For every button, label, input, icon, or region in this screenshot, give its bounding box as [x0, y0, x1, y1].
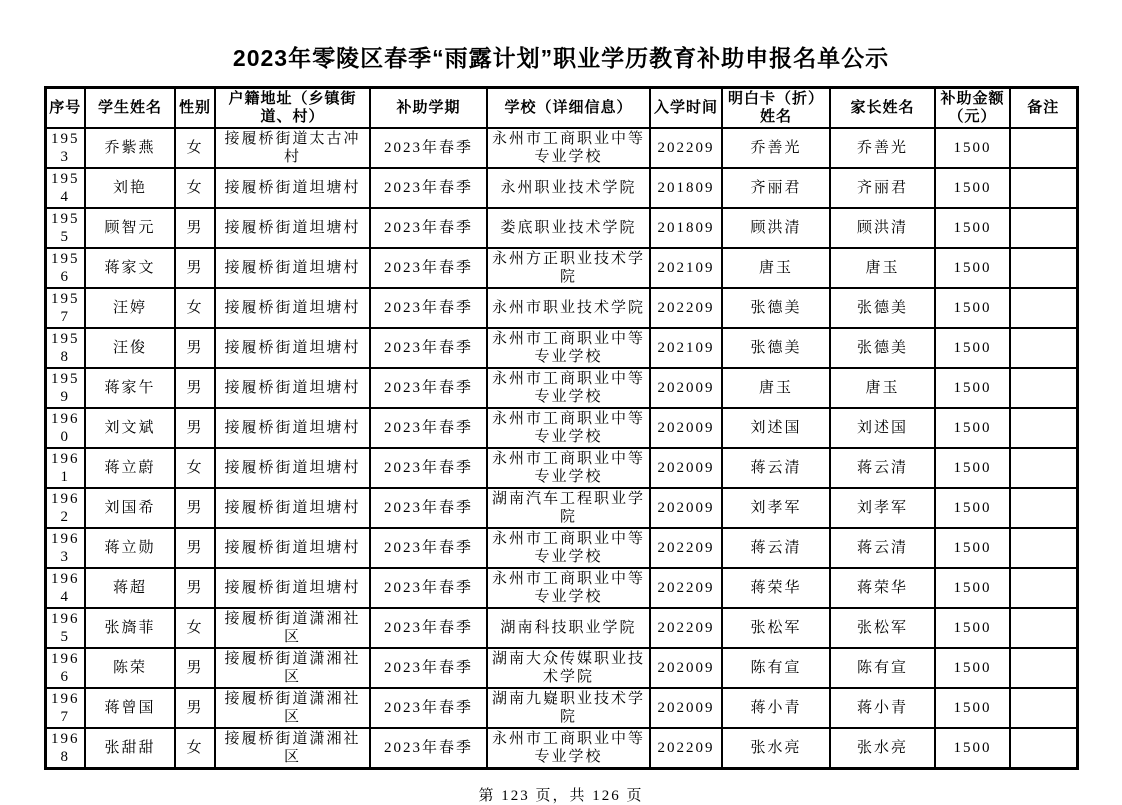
- table-row: [45, 488, 1077, 528]
- cell-address: 接履桥街道坦塘村: [215, 328, 370, 368]
- cell-school: 湖南大众传媒职业技术学院: [487, 648, 650, 688]
- cell-school: 永州市职业技术学院: [487, 288, 650, 328]
- cell-semester: 2023年春季: [370, 648, 487, 688]
- cell-address: 接履桥街道坦塘村: [215, 568, 370, 608]
- cell-remark: [1010, 688, 1077, 728]
- cell-gender: 男: [175, 368, 215, 408]
- cell-card: 刘孝军: [722, 488, 830, 528]
- cell-amount: 1500: [935, 488, 1010, 528]
- cell-parent: 张德美: [830, 288, 935, 328]
- cell-remark: [1010, 528, 1077, 568]
- cell-name: 刘艳: [85, 168, 175, 208]
- cell-name: 汪婷: [85, 288, 175, 328]
- cell-address: 接履桥街道坦塘村: [215, 248, 370, 288]
- table-body: [45, 128, 1077, 769]
- cell-parent: 蒋小青: [830, 688, 935, 728]
- cell-seq: 1961: [45, 448, 85, 488]
- cell-amount: 1500: [935, 688, 1010, 728]
- table-header: [45, 88, 1077, 129]
- cell-parent: 刘孝军: [830, 488, 935, 528]
- cell-name: 刘文斌: [85, 408, 175, 448]
- cell-remark: [1010, 128, 1077, 168]
- cell-parent: 齐丽君: [830, 168, 935, 208]
- cell-gender: 女: [175, 128, 215, 168]
- table-row: [45, 528, 1077, 568]
- cell-gender: 男: [175, 248, 215, 288]
- cell-remark: [1010, 408, 1077, 448]
- cell-amount: 1500: [935, 728, 1010, 769]
- cell-card: 蒋荣华: [722, 568, 830, 608]
- cell-name: 蒋曾国: [85, 688, 175, 728]
- cell-remark: [1010, 488, 1077, 528]
- cell-semester: 2023年春季: [370, 688, 487, 728]
- cell-semester: 2023年春季: [370, 128, 487, 168]
- cell-amount: 1500: [935, 448, 1010, 488]
- cell-name: 刘国希: [85, 488, 175, 528]
- cell-semester: 2023年春季: [370, 728, 487, 769]
- cell-gender: 女: [175, 288, 215, 328]
- cell-gender: 男: [175, 688, 215, 728]
- cell-school: 湖南九嶷职业技术学院: [487, 688, 650, 728]
- cell-address: 接履桥街道坦塘村: [215, 488, 370, 528]
- column-header-gender: 性别: [175, 88, 215, 129]
- column-header-card: 明白卡（折）姓名: [722, 88, 830, 129]
- cell-card: 刘述国: [722, 408, 830, 448]
- cell-address: 接履桥街道潇湘社区: [215, 688, 370, 728]
- cell-address: 接履桥街道坦塘村: [215, 368, 370, 408]
- cell-seq: 1966: [45, 648, 85, 688]
- cell-seq: 1967: [45, 688, 85, 728]
- cell-enroll: 201809: [650, 168, 722, 208]
- cell-name: 蒋家文: [85, 248, 175, 288]
- cell-remark: [1010, 728, 1077, 769]
- cell-semester: 2023年春季: [370, 288, 487, 328]
- cell-remark: [1010, 608, 1077, 648]
- column-header-semester: 补助学期: [370, 88, 487, 129]
- cell-seq: 1957: [45, 288, 85, 328]
- cell-school: 永州市工商职业中等专业学校: [487, 448, 650, 488]
- cell-remark: [1010, 328, 1077, 368]
- cell-parent: 张松军: [830, 608, 935, 648]
- cell-address: 接履桥街道坦塘村: [215, 208, 370, 248]
- cell-name: 汪俊: [85, 328, 175, 368]
- cell-gender: 男: [175, 488, 215, 528]
- cell-semester: 2023年春季: [370, 168, 487, 208]
- cell-address: 接履桥街道太古冲村: [215, 128, 370, 168]
- cell-remark: [1010, 368, 1077, 408]
- table-row: [45, 368, 1077, 408]
- cell-parent: 张德美: [830, 328, 935, 368]
- cell-gender: 男: [175, 648, 215, 688]
- cell-amount: 1500: [935, 168, 1010, 208]
- cell-amount: 1500: [935, 288, 1010, 328]
- cell-school: 永州市工商职业中等专业学校: [487, 368, 650, 408]
- cell-address: 接履桥街道坦塘村: [215, 168, 370, 208]
- cell-seq: 1968: [45, 728, 85, 769]
- column-header-school: 学校（详细信息）: [487, 88, 650, 129]
- column-header-seq: 序号: [45, 88, 85, 129]
- cell-remark: [1010, 288, 1077, 328]
- cell-card: 顾洪清: [722, 208, 830, 248]
- cell-gender: 女: [175, 168, 215, 208]
- cell-parent: 乔善光: [830, 128, 935, 168]
- cell-amount: 1500: [935, 128, 1010, 168]
- cell-seq: 1963: [45, 528, 85, 568]
- table-row: [45, 208, 1077, 248]
- cell-remark: [1010, 208, 1077, 248]
- cell-name: 蒋超: [85, 568, 175, 608]
- cell-school: 永州职业技术学院: [487, 168, 650, 208]
- cell-enroll: 202209: [650, 728, 722, 769]
- cell-remark: [1010, 168, 1077, 208]
- cell-seq: 1960: [45, 408, 85, 448]
- cell-parent: 唐玉: [830, 248, 935, 288]
- cell-parent: 蒋荣华: [830, 568, 935, 608]
- cell-card: 乔善光: [722, 128, 830, 168]
- table-row: [45, 448, 1077, 488]
- table-row: [45, 408, 1077, 448]
- cell-card: 蒋云清: [722, 528, 830, 568]
- cell-semester: 2023年春季: [370, 608, 487, 648]
- cell-enroll: 202209: [650, 528, 722, 568]
- cell-seq: 1956: [45, 248, 85, 288]
- cell-name: 张甜甜: [85, 728, 175, 769]
- cell-address: 接履桥街道坦塘村: [215, 528, 370, 568]
- cell-enroll: 202209: [650, 128, 722, 168]
- cell-address: 接履桥街道坦塘村: [215, 408, 370, 448]
- cell-name: 蒋家午: [85, 368, 175, 408]
- cell-semester: 2023年春季: [370, 208, 487, 248]
- cell-gender: 女: [175, 448, 215, 488]
- cell-gender: 女: [175, 728, 215, 769]
- cell-school: 永州市工商职业中等专业学校: [487, 328, 650, 368]
- column-header-enroll: 入学时间: [650, 88, 722, 129]
- cell-name: 顾智元: [85, 208, 175, 248]
- cell-amount: 1500: [935, 328, 1010, 368]
- cell-card: 张松军: [722, 608, 830, 648]
- cell-parent: 刘述国: [830, 408, 935, 448]
- column-header-remark: 备注: [1010, 88, 1077, 129]
- cell-gender: 男: [175, 328, 215, 368]
- table-row: [45, 248, 1077, 288]
- table-row: [45, 328, 1077, 368]
- cell-address: 接履桥街道潇湘社区: [215, 728, 370, 769]
- cell-amount: 1500: [935, 248, 1010, 288]
- cell-enroll: 202009: [650, 408, 722, 448]
- column-header-name: 学生姓名: [85, 88, 175, 129]
- cell-remark: [1010, 448, 1077, 488]
- cell-semester: 2023年春季: [370, 328, 487, 368]
- cell-address: 接履桥街道潇湘社区: [215, 608, 370, 648]
- cell-semester: 2023年春季: [370, 528, 487, 568]
- cell-school: 永州市工商职业中等专业学校: [487, 728, 650, 769]
- cell-parent: 陈有宣: [830, 648, 935, 688]
- cell-seq: 1955: [45, 208, 85, 248]
- cell-name: 蒋立勋: [85, 528, 175, 568]
- column-header-parent: 家长姓名: [830, 88, 935, 129]
- cell-address: 接履桥街道坦塘村: [215, 288, 370, 328]
- cell-parent: 张水亮: [830, 728, 935, 769]
- cell-name: 蒋立蔚: [85, 448, 175, 488]
- table-row: [45, 288, 1077, 328]
- cell-enroll: 202009: [650, 488, 722, 528]
- cell-card: 唐玉: [722, 368, 830, 408]
- cell-amount: 1500: [935, 368, 1010, 408]
- table-row: [45, 648, 1077, 688]
- cell-name: 陈荣: [85, 648, 175, 688]
- page-title: 2023年零陵区春季“雨露计划”职业学历教育补助申报名单公示: [232, 45, 890, 71]
- cell-card: 蒋小青: [722, 688, 830, 728]
- cell-card: 张水亮: [722, 728, 830, 769]
- cell-address: 接履桥街道潇湘社区: [215, 648, 370, 688]
- cell-card: 陈有宣: [722, 648, 830, 688]
- cell-gender: 男: [175, 208, 215, 248]
- cell-seq: 1962: [45, 488, 85, 528]
- cell-gender: 男: [175, 568, 215, 608]
- cell-school: 娄底职业技术学院: [487, 208, 650, 248]
- cell-card: 齐丽君: [722, 168, 830, 208]
- cell-enroll: 202209: [650, 608, 722, 648]
- cell-parent: 顾洪清: [830, 208, 935, 248]
- cell-parent: 蒋云清: [830, 528, 935, 568]
- cell-seq: 1959: [45, 368, 85, 408]
- cell-remark: [1010, 648, 1077, 688]
- cell-enroll: 202209: [650, 288, 722, 328]
- cell-remark: [1010, 248, 1077, 288]
- cell-enroll: 202109: [650, 248, 722, 288]
- cell-gender: 男: [175, 528, 215, 568]
- page-number: 第 123 页，共 126 页: [478, 788, 644, 804]
- cell-semester: 2023年春季: [370, 488, 487, 528]
- cell-enroll: 202009: [650, 368, 722, 408]
- table-row: [45, 608, 1077, 648]
- cell-semester: 2023年春季: [370, 408, 487, 448]
- cell-card: 张德美: [722, 288, 830, 328]
- cell-seq: 1953: [45, 128, 85, 168]
- cell-seq: 1954: [45, 168, 85, 208]
- cell-card: 蒋云清: [722, 448, 830, 488]
- cell-name: 乔紫燕: [85, 128, 175, 168]
- cell-card: 张德美: [722, 328, 830, 368]
- column-header-amount: 补助金额（元）: [935, 88, 1010, 129]
- header-row: [45, 88, 1077, 129]
- cell-enroll: 202009: [650, 688, 722, 728]
- cell-school: 永州方正职业技术学院: [487, 248, 650, 288]
- cell-card: 唐玉: [722, 248, 830, 288]
- cell-seq: 1965: [45, 608, 85, 648]
- table-row: [45, 168, 1077, 208]
- cell-amount: 1500: [935, 568, 1010, 608]
- cell-parent: 唐玉: [830, 368, 935, 408]
- cell-name: 张旖菲: [85, 608, 175, 648]
- column-header-address: 户籍地址（乡镇街道、村）: [215, 88, 370, 129]
- cell-remark: [1010, 568, 1077, 608]
- cell-amount: 1500: [935, 208, 1010, 248]
- table-row: [45, 128, 1077, 168]
- cell-enroll: 202109: [650, 328, 722, 368]
- cell-semester: 2023年春季: [370, 448, 487, 488]
- cell-seq: 1964: [45, 568, 85, 608]
- cell-semester: 2023年春季: [370, 368, 487, 408]
- cell-enroll: 202009: [650, 448, 722, 488]
- cell-school: 湖南科技职业学院: [487, 608, 650, 648]
- cell-semester: 2023年春季: [370, 568, 487, 608]
- cell-parent: 蒋云清: [830, 448, 935, 488]
- table-row: [45, 728, 1077, 769]
- cell-school: 永州市工商职业中等专业学校: [487, 408, 650, 448]
- cell-seq: 1958: [45, 328, 85, 368]
- table-row: [45, 688, 1077, 728]
- cell-enroll: 201809: [650, 208, 722, 248]
- cell-address: 接履桥街道坦塘村: [215, 448, 370, 488]
- cell-enroll: 202009: [650, 648, 722, 688]
- cell-school: 永州市工商职业中等专业学校: [487, 128, 650, 168]
- cell-school: 永州市工商职业中等专业学校: [487, 528, 650, 568]
- subsidy-roster-table: [44, 86, 1079, 770]
- cell-amount: 1500: [935, 608, 1010, 648]
- cell-enroll: 202209: [650, 568, 722, 608]
- cell-school: 永州市工商职业中等专业学校: [487, 568, 650, 608]
- cell-amount: 1500: [935, 648, 1010, 688]
- cell-semester: 2023年春季: [370, 248, 487, 288]
- table-row: [45, 568, 1077, 608]
- cell-amount: 1500: [935, 408, 1010, 448]
- cell-gender: 女: [175, 608, 215, 648]
- cell-school: 湖南汽车工程职业学院: [487, 488, 650, 528]
- cell-gender: 男: [175, 408, 215, 448]
- cell-amount: 1500: [935, 528, 1010, 568]
